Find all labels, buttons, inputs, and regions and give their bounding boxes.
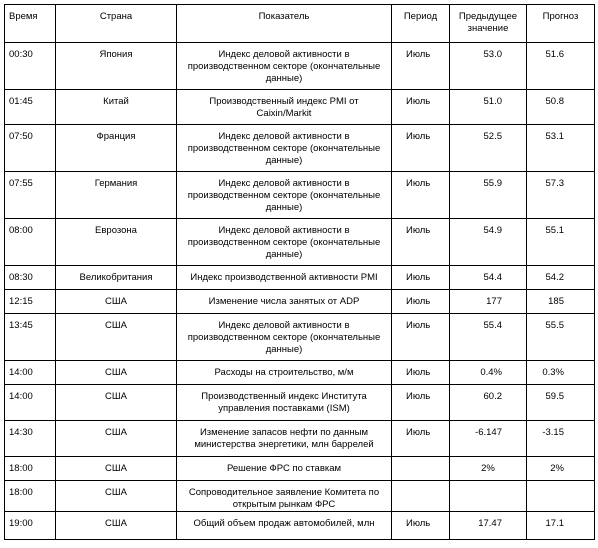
cell-country: Япония (56, 43, 177, 90)
cell-previous: 54.9 (450, 219, 527, 266)
cell-indicator: Производственный индекс Института управления поставками (ISM) (177, 385, 392, 421)
cell-forecast: 0.3% (527, 361, 595, 385)
cell-forecast: 55.1 (527, 219, 595, 266)
cell-period (392, 481, 450, 512)
table-row (5, 43, 595, 90)
cell-time: 08:30 (5, 266, 56, 290)
cell-period: Июль (392, 290, 450, 314)
cell-indicator: Общий объем продаж автомобилей, млн (177, 512, 392, 540)
cell-previous (450, 481, 527, 512)
cell-country: США (56, 290, 177, 314)
cell-previous: 53.0 (450, 43, 527, 90)
cell-period: Июль (392, 512, 450, 540)
cell-time: 18:00 (5, 481, 56, 512)
cell-previous: 60.2 (450, 385, 527, 421)
cell-previous: 55.4 (450, 314, 527, 361)
cell-period: Июль (392, 421, 450, 457)
table-row (5, 172, 595, 219)
cell-previous: -6.147 (450, 421, 527, 457)
cell-time: 19:00 (5, 512, 56, 540)
cell-country: США (56, 385, 177, 421)
cell-time: 00:30 (5, 43, 56, 90)
table-row (5, 481, 595, 512)
cell-indicator: Индекс производственной активности PMI (177, 266, 392, 290)
cell-previous: 55.9 (450, 172, 527, 219)
cell-time: 07:55 (5, 172, 56, 219)
cell-period: Июль (392, 90, 450, 125)
cell-country: США (56, 314, 177, 361)
cell-country: Китай (56, 90, 177, 125)
header-row (5, 5, 595, 43)
cell-time: 08:00 (5, 219, 56, 266)
cell-period: Июль (392, 385, 450, 421)
cell-time: 14:00 (5, 361, 56, 385)
cell-forecast: 50.8 (527, 90, 595, 125)
cell-period: Июль (392, 219, 450, 266)
economic-calendar-table (4, 4, 595, 540)
header-indicator: Показатель (177, 5, 392, 43)
cell-indicator: Индекс деловой активности в производственном секторе (окончательные данные) (177, 172, 392, 219)
cell-previous: 52.5 (450, 125, 527, 172)
table-row (5, 90, 595, 125)
cell-indicator: Индекс деловой активности в производственном секторе (окончательные данные) (177, 43, 392, 90)
cell-time: 01:45 (5, 90, 56, 125)
cell-previous: 54.4 (450, 266, 527, 290)
table-row (5, 125, 595, 172)
cell-indicator: Индекс деловой активности в производственном секторе (окончательные данные) (177, 219, 392, 266)
cell-period: Июль (392, 43, 450, 90)
cell-forecast: 55.5 (527, 314, 595, 361)
cell-forecast: 54.2 (527, 266, 595, 290)
cell-previous: 17.47 (450, 512, 527, 540)
cell-time: 14:30 (5, 421, 56, 457)
cell-forecast: 2% (527, 457, 595, 481)
table-row (5, 421, 595, 457)
cell-period: Июль (392, 125, 450, 172)
cell-indicator (177, 481, 392, 512)
header-period: Период (392, 5, 450, 43)
cell-indicator: Расходы на строительство, м/м (177, 361, 392, 385)
table-row (5, 290, 595, 314)
cell-forecast: 185 (527, 290, 595, 314)
cell-time: 12:15 (5, 290, 56, 314)
cell-period: Июль (392, 314, 450, 361)
table-row (5, 266, 595, 290)
table-row (5, 361, 595, 385)
cell-indicator-text: Сопроводительное заявление Комитета по открытым рынкам ФРС (188, 487, 380, 510)
cell-country: США (56, 457, 177, 481)
cell-forecast: 17.1 (527, 512, 595, 540)
cell-period: Июль (392, 172, 450, 219)
table-row (5, 457, 595, 481)
table-row (5, 219, 595, 266)
cell-period (392, 457, 450, 481)
cell-forecast (527, 481, 595, 512)
cell-period: Июль (392, 361, 450, 385)
cell-country: Великобритания (56, 266, 177, 290)
cell-indicator: Производственный индекс PMI от Caixin/Markit (177, 90, 392, 125)
cell-country: США (56, 481, 177, 512)
cell-period: Июль (392, 266, 450, 290)
header-country: Страна (56, 5, 177, 43)
table-row (5, 314, 595, 361)
cell-indicator: Решение ФРС по ставкам (177, 457, 392, 481)
cell-time: 07:50 (5, 125, 56, 172)
cell-time: 14:00 (5, 385, 56, 421)
cell-indicator: Индекс деловой активности в производственном секторе (окончательные данные) (177, 125, 392, 172)
cell-country: США (56, 361, 177, 385)
cell-country: США (56, 512, 177, 540)
header-time: Время (5, 5, 56, 43)
cell-previous: 0.4% (450, 361, 527, 385)
cell-indicator: Изменение запасов нефти по данным министерства энергетики, млн баррелей (177, 421, 392, 457)
cell-forecast: -3.15 (527, 421, 595, 457)
cell-forecast: 53.1 (527, 125, 595, 172)
cell-previous: 51.0 (450, 90, 527, 125)
cell-country: Франция (56, 125, 177, 172)
cell-time: 18:00 (5, 457, 56, 481)
table-row (5, 512, 595, 540)
cell-country: Еврозона (56, 219, 177, 266)
cell-time: 13:45 (5, 314, 56, 361)
cell-forecast: 57.3 (527, 172, 595, 219)
table-row (5, 385, 595, 421)
header-forecast: Прогноз (527, 5, 595, 43)
header-previous: Предыдущее значение (450, 5, 527, 43)
cell-forecast: 51.6 (527, 43, 595, 90)
cell-previous: 177 (450, 290, 527, 314)
cell-indicator: Изменение числа занятых от ADP (177, 290, 392, 314)
cell-previous: 2% (450, 457, 527, 481)
cell-country: Германия (56, 172, 177, 219)
cell-indicator: Индекс деловой активности в производственном секторе (окончательные данные) (177, 314, 392, 361)
cell-country: США (56, 421, 177, 457)
cell-forecast: 59.5 (527, 385, 595, 421)
